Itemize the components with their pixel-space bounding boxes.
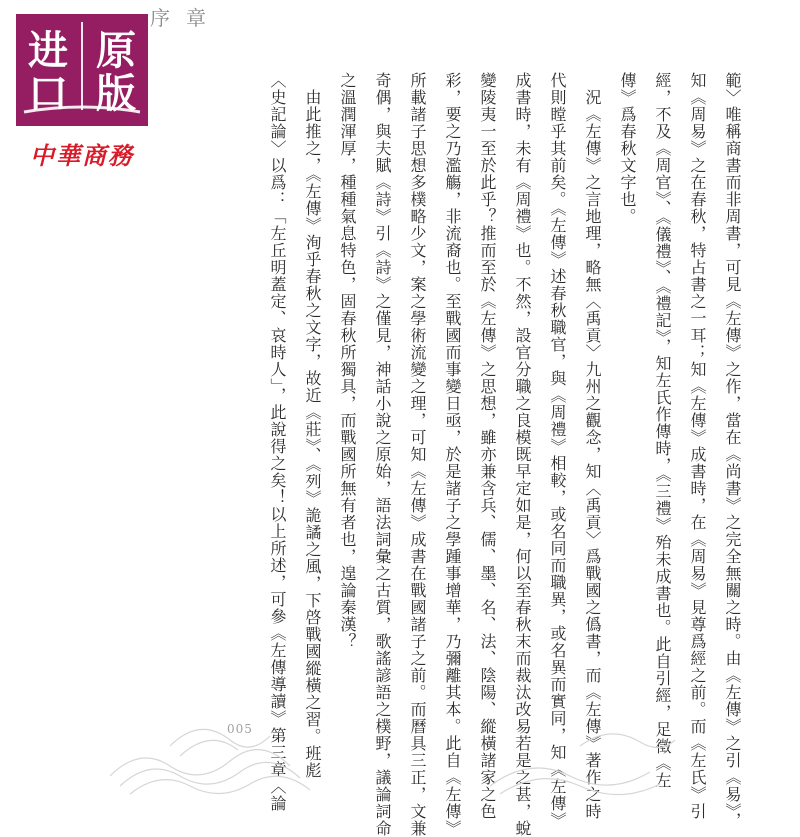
text-column: 經，不及《周官》、《儀禮》、《禮記》，知左氏作傳時，《三禮》殆未成書也。此自引經，足徵《左 — [653, 72, 672, 789]
text-column: 傳》爲春秋文字也。 — [618, 72, 637, 225]
badge-char-1: 进 — [28, 28, 68, 74]
badge-char-4: 版 — [96, 71, 136, 117]
badge-graphic — [16, 14, 148, 126]
text-column: 況《左傳》之言地理，略無〈禹貢〉九州之觀念，知〈禹貢〉爲戰國之僞書，而《左傳》著作之時 — [583, 72, 602, 820]
text-column: 所載諸子思想多樸略少文，案之學術流變之理，可知《左傳》成書在戰國諸子之前。而曆具三正，文兼 — [408, 72, 427, 837]
chapter-title: 序章 — [150, 6, 222, 30]
text-column: 彩，要之乃濫觴，非流裔也。至戰國而事變日亟，於是諸子之學踵事增華，乃彌離其本。此自《左傳》 — [443, 72, 462, 837]
text-column: 奇偶，與夫賦《詩》引《詩》之僅見，神話小說之原始，語法詞彙之古質，歌謠諺語之樸野，議論詞命 — [373, 72, 392, 837]
wave-ornament — [110, 706, 680, 796]
text-column: 知《周易》之在春秋，特占書之一耳；知《左傳》成書時，在《周易》見尊爲經之前。而《左氏》引 — [688, 72, 707, 820]
page-number: 005 — [227, 722, 253, 736]
badge-char-3: 口 — [28, 71, 68, 117]
text-column: 代則瞠乎其前矣。《左傳》述春秋職官，與《周禮》相較，或名同而職異，或名異而實同，知《左傳》 — [548, 72, 567, 829]
text-column: 變陵夷一至於此乎？推而至於《左傳》之思想，雖亦兼含兵、儒、墨、名、法、陰陽、縱橫諸家之色 — [478, 72, 497, 820]
import-original-badge — [12, 8, 152, 192]
badge-char-2: 原 — [96, 28, 136, 74]
publisher-name: 中華商務 — [30, 141, 134, 170]
text-column: 〈史記論〉以爲：「左丘明蓋定、哀時人」，此說得之矣！以上所述，可參《左傳導讀》第三章〈論 — [268, 72, 287, 812]
text-column: 範〉唯稱商書而非周書，可見《左傳》之作，當在《尚書》之完全無關之時。由《左傳》之引《易》， — [723, 72, 742, 829]
text-column: 成書時，未有《周禮》也。不然，設官分職之良模既早定如是，何以至春秋末而裁汰改易若是之甚，蛻 — [513, 72, 532, 837]
badge-tile — [16, 14, 148, 126]
text-column: 由此推之，《左傳》洵乎春秋之文字，故近《莊》、《列》詭譎之風，下啓戰國縱橫之習。班彪 — [303, 72, 322, 779]
text-column: 之溫潤渾厚，種種氣息特色，固春秋所獨具，而戰國所無有者也，遑論秦漢？ — [338, 72, 357, 650]
